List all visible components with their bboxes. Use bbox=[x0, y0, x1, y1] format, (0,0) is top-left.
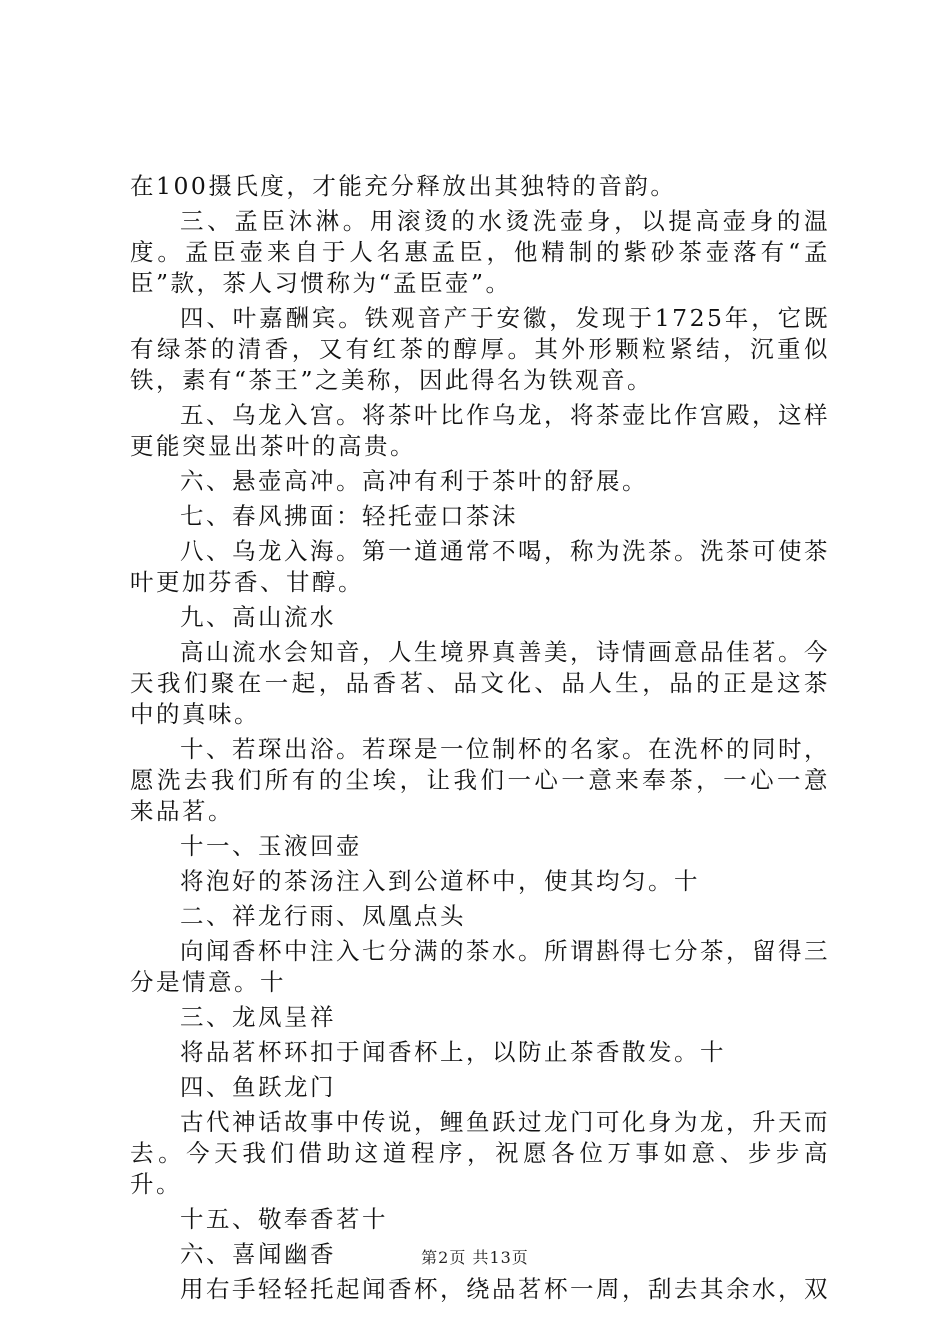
paragraph: 将品茗杯环扣于闻香杯上，以防止茶香散发。十 bbox=[180, 1038, 726, 1066]
paragraph: 三、孟臣沐淋。用滚烫的水烫洗壶身，以提高壶身的温度。孟臣壶来自于人名惠孟臣，他精制的紫砂茶壶落有“孟臣”款，茶人习惯称为“孟臣壶”。 bbox=[130, 207, 830, 297]
paragraph: 五、乌龙入宫。将茶叶比作乌龙，将茶壶比作宫殿，这样更能突显出茶叶的高贵。 bbox=[130, 401, 830, 460]
paragraph: 七、春风拂面：轻托壶口茶沫 bbox=[180, 502, 518, 530]
paragraph: 四、叶嘉酬宾。铁观音产于安徽，发现于1725年，它既有绿茶的清香，又有红茶的醇厚。其外形颗粒紧结，沉重似铁，素有“茶王”之美称，因此得名为铁观音。 bbox=[130, 304, 830, 394]
paragraph: 高山流水会知音，人生境界真善美，诗情画意品佳茗。今天我们聚在一起，品香茗、品文化、品人生，品的正是这茶中的真味。 bbox=[130, 638, 830, 728]
paragraph: 四、鱼跃龙门 bbox=[180, 1073, 336, 1101]
document-body bbox=[130, 171, 830, 1309]
paragraph: 九、高山流水 bbox=[180, 603, 336, 631]
paragraph: 二、祥龙行雨、凤凰点头 bbox=[180, 902, 466, 930]
paragraph: 十、若琛出浴。若琛是一位制杯的名家。在洗杯的同时，愿洗去我们所有的尘埃，让我们一心一意来奉茶，一心一意来品茗。 bbox=[130, 735, 830, 825]
paragraph: 六、喜闻幽香 bbox=[180, 1240, 336, 1268]
page-number-footer: 第2页 共13页 bbox=[421, 1248, 529, 1267]
paragraph: 十五、敬奉香茗十 bbox=[180, 1205, 388, 1233]
paragraph: 在100摄氏度，才能充分释放出其独特的音韵。 bbox=[130, 172, 677, 200]
paragraph: 将泡好的茶汤注入到公道杯中，使其均匀。十 bbox=[180, 867, 700, 895]
paragraph: 八、乌龙入海。第一道通常不喝，称为洗茶。洗茶可使茶叶更加芬香、甘醇。 bbox=[130, 537, 830, 596]
paragraph: 用右手轻轻托起闻香杯，绕品茗杯一周，刮去其余水，双 bbox=[180, 1275, 830, 1303]
paragraph: 古代神话故事中传说，鲤鱼跃过龙门可化身为龙，升天而去。今天我们借助这道程序，祝愿各位万事如意、步步高升。 bbox=[130, 1108, 830, 1198]
paragraph: 向闻香杯中注入七分满的茶水。所谓斟得七分茶，留得三分是情意。十 bbox=[130, 937, 830, 996]
paragraph: 六、悬壶高冲。高冲有利于茶叶的舒展。 bbox=[180, 467, 648, 495]
paragraph: 三、龙凤呈祥 bbox=[180, 1003, 336, 1031]
paragraph: 十一、玉液回壶 bbox=[180, 832, 362, 860]
